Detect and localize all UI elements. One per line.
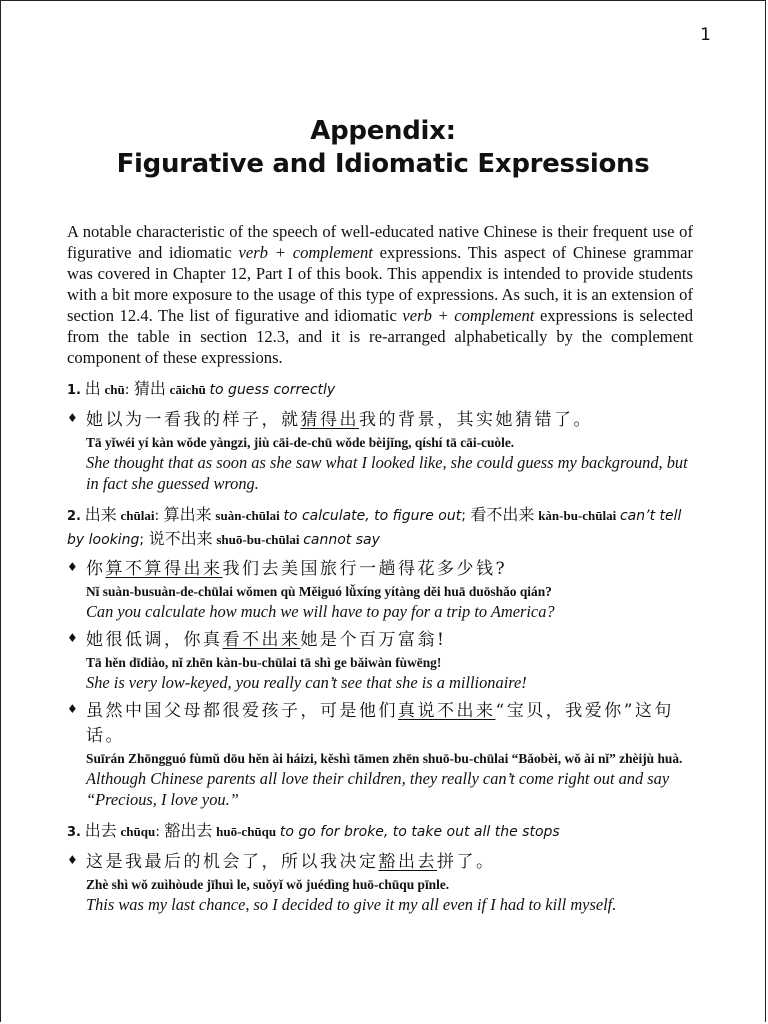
underlined-expression: 猜得出 [300, 410, 359, 430]
entry-gloss: cannot say [303, 532, 380, 548]
example-pinyin: Suīrán Zhōngguó fùmǔ dōu hěn ài háizi, kěshì tāmen zhēn shuō-bu-chūlai “Bǎobèi, wǒ ài nǐ” zhèijù huà. [86, 751, 683, 766]
section-heading: 3. 出去 chūqu: 豁出去 huō-chūqu to go for broke, to take out all the stops [67, 821, 560, 840]
entry-pinyin: shuō-bu-chūlai [216, 532, 300, 547]
entry-gloss: to guess correctly [209, 382, 336, 398]
content [67, 221, 693, 915]
underlined-expression: 豁出去 [378, 852, 437, 872]
bullet-icon: ♦ [67, 702, 78, 716]
example-chinese: 她很低调，你真看不出来她是个百万富翁! [86, 630, 447, 650]
complement-pinyin: chūqu [120, 824, 156, 839]
example-item [67, 628, 693, 693]
page-title [1, 115, 765, 181]
entry-pinyin: cāichū [169, 382, 206, 397]
entry-hanzi: 豁出去 [164, 821, 213, 840]
example-translation: This was my last chance, so I decided to give it my all even if I had to kill myself. [86, 895, 617, 914]
example-pinyin: Nǐ suàn-busuàn-de-chūlai wǒmen qù Měiguó lǚxíng yítàng děi huā duōshǎo qián? [86, 584, 552, 599]
bullet-icon: ♦ [67, 853, 78, 867]
example-chinese: 虽然中国父母都很爱孩子，可是他们真说不出来“宝贝，我爱你”这句话。 [86, 701, 674, 746]
intro-text-1: A notable characteristic of the speech of well-educated native Chinese is their frequent use of figurative and idiomatic [67, 222, 693, 262]
intro-text-3: expressions is selected from the table in section 12.3, and it is re-arranged alphabetically by the complement component of these expressions. [67, 306, 693, 367]
intro-emphasis-1: verb + complement [238, 243, 373, 262]
section-2 [67, 504, 693, 810]
bullet-icon: ♦ [67, 631, 78, 645]
example-chinese: 你算不算得出来我们去美国旅行一趟得花多少钱? [86, 559, 508, 579]
entry-hanzi: 猜出 [133, 379, 166, 398]
section-heading: 2. 出来 chūlai: 算出来 suàn-chūlai to calculate, to figure out; 看不出来 kàn-bu-chūlai can’t tell by looking; 说不出来 shuō-bu-chūlai cannot say [67, 505, 682, 548]
entry-pinyin: suàn-chūlai [215, 508, 280, 523]
title-line-2: Figurative and Idiomatic Expressions [116, 149, 650, 179]
example-item [67, 850, 693, 915]
entry-hanzi: 说不出来 [148, 529, 213, 548]
underlined-expression: 真说不出来 [398, 701, 496, 721]
entry-gloss: can’t tell by looking [67, 508, 682, 548]
bullet-icon: ♦ [67, 411, 78, 425]
page-number: 1 [700, 25, 711, 45]
section-number: 1. [67, 383, 81, 398]
section-heading: 1. 出 chū: 猜出 cāichū to guess correctly [67, 379, 336, 398]
example-translation: Can you calculate how much we will have to pay for a trip to America? [86, 602, 555, 621]
example-pinyin: Tā hěn dīdiào, nǐ zhēn kàn-bu-chūlai tā shì ge bǎiwàn fùwēng! [86, 655, 442, 670]
complement-pinyin: chū [104, 382, 125, 397]
intro-emphasis-2: verb + complement [402, 306, 535, 325]
entry-hanzi: 算出来 [163, 505, 212, 524]
complement-hanzi: 出来 [84, 505, 117, 524]
example-pinyin: Tā yǐwéi yí kàn wǒde yàngzi, jiù cāi-de-chū wǒde bèijǐng, qíshí tā cāi-cuòle. [86, 435, 515, 450]
bullet-icon: ♦ [67, 560, 78, 574]
example-pinyin: Zhè shì wǒ zuìhòude jīhuì le, suǒyǐ wǒ juédìng huō-chūqu pīnle. [86, 877, 450, 892]
entry-pinyin: huō-chūqu [216, 824, 277, 839]
intro-paragraph [67, 221, 693, 368]
example-chinese: 这是我最后的机会了，所以我决定豁出去拼了。 [86, 852, 496, 872]
entry-gloss: to calculate, to figure out [283, 508, 462, 524]
complement-pinyin: chūlai [120, 508, 155, 523]
complement-hanzi: 出去 [84, 821, 117, 840]
example-translation: Although Chinese parents all love their children, they really can’t come right out and say “Precious, I love you.” [86, 769, 670, 809]
entry-hanzi: 看不出来 [470, 505, 535, 524]
example-item [67, 699, 693, 810]
complement-hanzi: 出 [84, 379, 101, 398]
example-translation: She is very low-keyed, you really can’t see that she is a millionaire! [86, 673, 527, 692]
entry-pinyin: kàn-bu-chūlai [538, 508, 617, 523]
underlined-expression: 看不出来 [222, 630, 301, 650]
intro-text-2: expressions. This aspect of Chinese grammar was covered in Chapter 12, Part I of this book. This appendix is intended to provide students with a bit more exposure to the usage of this type of expressions. As such, it is an extension of section 12.4. The list of figurative and idiomatic [67, 243, 693, 325]
section-number: 2. [67, 509, 81, 524]
example-translation: She thought that as soon as she saw what I looked like, she could guess my background, but in fact she guessed wrong. [86, 453, 688, 493]
section-3 [67, 820, 693, 915]
section-number: 3. [67, 825, 81, 840]
example-item [67, 408, 693, 494]
underlined-expression: 算不算得出来 [105, 559, 223, 579]
entry-gloss: to go for broke, to take out all the stops [279, 824, 560, 840]
example-chinese: 她以为一看我的样子，就猜得出我的背景，其实她猜错了。 [86, 410, 593, 430]
title-line-1: Appendix: [310, 116, 456, 146]
example-item [67, 557, 693, 622]
section-1 [67, 378, 693, 494]
